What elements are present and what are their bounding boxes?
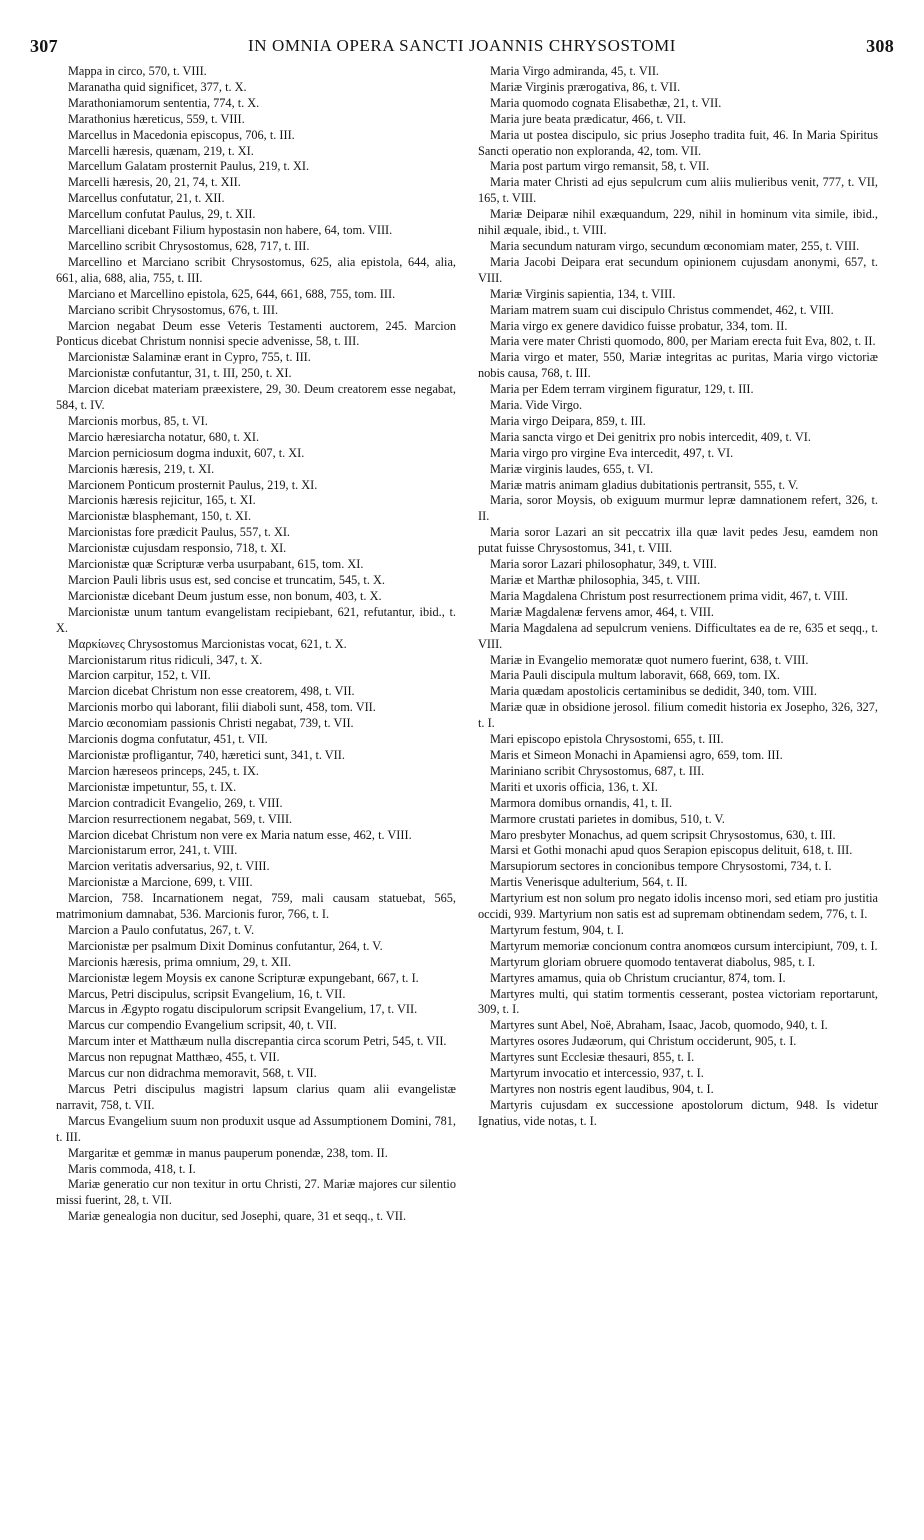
index-entry: Martyrum gloriam obruere quomodo tentaverat diabolus, 985, t. I. bbox=[490, 954, 816, 969]
index-entry: Marcio œconomiam passionis Christi negabat, 739, t. VII. bbox=[68, 716, 354, 731]
index-entry: Martyres sunt Abel, Noë, Abraham, Isaac, Jacob, quomodo, 940, t. I. bbox=[490, 1018, 828, 1033]
index-entry: Marcion dicebat Christum non vere ex Maria natum esse, 462, t. VIII. bbox=[68, 827, 412, 842]
index-column-right bbox=[478, 64, 878, 1534]
index-entry: Maria vere mater Christi quomodo, 800, per Mariam erecta fuit Eva, 802, t. II. bbox=[490, 334, 876, 349]
index-entry: Mariæ et Marthæ philosophia, 345, t. VIII. bbox=[490, 573, 701, 587]
index-entry: Marcion dicebat materiam præexistere, 29, 30. Deum creatorem esse negabat, 584, t. IV. bbox=[56, 382, 456, 413]
index-entry: Maris et Simeon Monachi in Apamiensi agro, 659, tom. III. bbox=[490, 747, 783, 762]
index-entry: Maria jure beata prædicatur, 466, t. VII. bbox=[490, 111, 686, 126]
index-entry: Marcionistarum error, 241, t. VIII. bbox=[68, 843, 238, 858]
index-entry: Marcionis hæresis rejicitur, 165, t. XI. bbox=[68, 493, 256, 508]
index-entry: Mariæ genealogia non ducitur, sed Josephi, quare, 31 et seqq., t. VII. bbox=[68, 1209, 407, 1224]
index-entry: Marcum inter et Matthæum nulla discrepantia circa scorum Petri, 545, t. VII. bbox=[68, 1034, 447, 1049]
index-entry: Marcion contradicit Evangelio, 269, t. VIII. bbox=[68, 795, 283, 810]
index-entry: Martyrum invocatio et intercessio, 937, t. I. bbox=[490, 1066, 704, 1081]
index-entry: Mariæ matris animam gladius dubitationis pertransit, 555, t. V. bbox=[490, 477, 799, 492]
index-entry: Marcionis dogma confutatur, 451, t. VII. bbox=[68, 732, 268, 747]
index-entry: Marcus cur non didrachma memoravit, 568, t. VII. bbox=[68, 1066, 317, 1081]
index-entry: Marcionistarum ritus ridiculi, 347, t. X. bbox=[68, 652, 263, 667]
index-entry: Marcion a Paulo confutatus, 267, t. V. bbox=[68, 922, 255, 937]
index-entry: Maria soror Lazari an sit peccatrix illa quæ lavit pedes Jesu, eamdem non putat fuisse Chrysostomus, 341, t. VIII. bbox=[478, 525, 878, 556]
index-entry: Maria virgo pro virgine Eva intercedit, 497, t. VI. bbox=[490, 445, 734, 460]
index-entry: Mariniano scribit Chrysostomus, 687, t. III. bbox=[490, 763, 705, 778]
index-entry: Mariæ Virginis sapientia, 134, t. VIII. bbox=[490, 286, 676, 301]
index-entry: Maria per Edem terram virginem figuratur, 129, t. III. bbox=[490, 382, 754, 397]
index-entry: Marcion hæreseos princeps, 245, t. IX. bbox=[68, 763, 259, 778]
index-entry: Marcus cur compendio Evangelium scripsit, 40, t. VII. bbox=[68, 1018, 337, 1033]
index-entry: Marcionistæ impetuntur, 55, t. IX. bbox=[68, 779, 237, 794]
index-entry: Marsi et Gothi monachi apud quos Serapion episcopus delituit, 618, t. III. bbox=[490, 843, 853, 858]
index-entry: Maria mater Christi ad ejus sepulcrum cum aliis mulieribus venit, 777, t. VII, 165, t. VIII. bbox=[478, 175, 878, 206]
index-entry: Marciano et Marcellino epistola, 625, 644, 661, 688, 755, tom. III. bbox=[68, 286, 396, 301]
index-entry: Mariæ Deiparæ nihil exæquandum, 229, nihil in hominum vita simile, ibid., nihil æquale, ibid., t. VIII. bbox=[478, 207, 878, 238]
index-entry: Maria Jacobi Deipara erat secundum opinionem cujusdam anonymi, 657, t. VIII. bbox=[478, 254, 878, 285]
index-entry: Marcionistæ unum tantum evangelistam recipiebant, 621, refutantur, ibid., t. X. bbox=[56, 604, 456, 635]
index-entry: Mariæ quæ in obsidione jerosol. filium comedit historia ex Josepho, 326, 327, t. I. bbox=[478, 700, 878, 731]
index-entry: Marcellino scribit Chrysostomus, 628, 717, t. III. bbox=[68, 238, 310, 253]
index-entry: Maria secundum naturam virgo, secundum œconomiam mater, 255, t. VIII. bbox=[490, 238, 860, 253]
index-entry: Marcelli hæresis, quænam, 219, t. XI. bbox=[68, 143, 254, 158]
index-entry: Marcionistæ Salaminæ erant in Cypro, 755, t. III. bbox=[68, 350, 311, 365]
index-entry: Maria Magdalena ad sepulcrum veniens. Difficultates ea de re, 635 et seqq., t. VIII. bbox=[478, 620, 878, 651]
index-entry: Maria sancta virgo et Dei genitrix pro nobis intercedit, 409, t. VI. bbox=[490, 429, 811, 444]
index-entry: Mariæ virginis laudes, 655, t. VI. bbox=[490, 461, 654, 476]
index-entry: Martyres multi, qui statim tormentis cesserant, postea victoriam reportarunt, 309, t. I. bbox=[478, 986, 878, 1017]
index-entry: Mariæ Virginis prærogativa, 86, t. VII. bbox=[490, 79, 681, 94]
index-entry: Mariam matrem suam cui discipulo Christus commendet, 462, t. VIII. bbox=[490, 302, 834, 317]
page-number-left: 307 bbox=[30, 36, 58, 56]
index-entry: Martyres non nostris egent laudibus, 904, t. I. bbox=[490, 1082, 714, 1096]
index-entry: Mariæ generatio cur non texitur in ortu Christi, 27. Mariæ majores cur silentio missi fuerint, 28, t. VII. bbox=[56, 1177, 456, 1208]
index-entry: Maria virgo ex genere davidico fuisse probatur, 334, tom. II. bbox=[490, 318, 788, 333]
index-entry: Marcionistæ confutantur, 31, t. III, 250, t. XI. bbox=[68, 366, 292, 381]
index-entry: Maria, soror Moysis, ob exiguum murmur lepræ damnationem refert, 326, t. II. bbox=[478, 493, 878, 524]
index-entry: Mari episcopo epistola Chrysostomi, 655, t. III. bbox=[490, 732, 724, 747]
page-number-right: 308 bbox=[866, 36, 894, 56]
index-entry: Martyrum memoriæ concionum contra anomœos cursum intercipiunt, 709, t. I. bbox=[490, 938, 878, 953]
index-entry: Margaritæ et gemmæ in manus pauperum ponendæ, 238, tom. II. bbox=[68, 1145, 388, 1160]
index-entry: Marcellum Galatam prosternit Paulus, 219, t. XI. bbox=[68, 159, 310, 174]
index-entry: Marcelli hæresis, 20, 21, 74, t. XII. bbox=[68, 175, 241, 190]
index-entry: Marcionis morbus, 85, t. VI. bbox=[68, 413, 208, 428]
index-entry: Marathonius hæreticus, 559, t. VIII. bbox=[68, 111, 245, 126]
index-entry: Mariti et uxoris officia, 136, t. XI. bbox=[490, 779, 658, 794]
index-entry: Marcionistæ per psalmum Dixit Dominus confutantur, 264, t. V. bbox=[68, 938, 383, 953]
index-entry: Marcionem Ponticum prosternit Paulus, 219, t. XI. bbox=[68, 477, 318, 492]
index-entry: Marcion, 758. Incarnationem negat, 759, mali causam statuebat, 565, matrimonium damnabat, 536. Marcionis furor, 766, t. I. bbox=[56, 891, 456, 922]
index-entry: Marcionis hæresis, prima omnium, 29, t. XII. bbox=[68, 954, 292, 969]
index-entry: Mariæ Magdalenæ fervens amor, 464, t. VIII. bbox=[490, 604, 714, 619]
index-entry: Maria Magdalena Christum post resurrectionem prima vidit, 467, t. VIII. bbox=[490, 588, 849, 603]
index-entry: Maris commoda, 418, t. I. bbox=[68, 1161, 196, 1176]
index-entry: Marcionistæ a Marcione, 699, t. VIII. bbox=[68, 875, 253, 890]
index-entry: Marcion veritatis adversarius, 92, t. VIII. bbox=[68, 859, 270, 874]
index-entry: Marcelliani dicebant Filium hypostasin non habere, 64, tom. VIII. bbox=[68, 223, 393, 238]
page-header bbox=[30, 36, 894, 60]
index-entry: Marcionistæ dicebant Deum justum esse, non bonum, 403, t. X. bbox=[68, 588, 382, 603]
index-entry: Marcus in Ægypto rogatu discipulorum scripsit Evangelium, 17, t. VII. bbox=[68, 1002, 418, 1017]
index-entry: Maria quædam apostolicis certaminibus se dedidit, 340, tom. VIII. bbox=[490, 684, 817, 699]
index-entry: Maria soror Lazari philosophatur, 349, t. VIII. bbox=[490, 557, 717, 572]
index-entry: Maria Pauli discipula multum laboravit, 668, 669, tom. IX. bbox=[490, 668, 780, 683]
index-entry: Martis Venerisque adulterium, 564, t. II. bbox=[490, 875, 688, 890]
running-title: IN OMNIA OPERA SANCTI JOANNIS CHRYSOSTOMI bbox=[247, 36, 677, 55]
index-entry: Maranatha quid significet, 377, t. X. bbox=[68, 79, 247, 94]
index-entry: Marcion perniciosum dogma induxit, 607, t. XI. bbox=[68, 445, 305, 460]
index-entry: Maro presbyter Monachus, ad quem scripsit Chrysostomus, 630, t. III. bbox=[490, 827, 836, 842]
index-entry: Mariæ in Evangelio memoratæ quot numero fuerint, 638, t. VIII. bbox=[490, 652, 809, 667]
index-entry: Marcus Petri discipulus magistri lapsum clarius quam alii evangelistæ narravit, 758, t. VII. bbox=[56, 1082, 456, 1112]
index-column-left bbox=[56, 64, 456, 1534]
index-entry: Marcio hæresiarcha notatur, 680, t. XI. bbox=[68, 429, 260, 444]
index-entry: Marcionistæ legem Moysis ex canone Scripturæ expungebant, 667, t. I. bbox=[68, 970, 419, 985]
index-entry: Maria virgo Deipara, 859, t. III. bbox=[490, 413, 646, 428]
index-entry: Maria virgo et mater, 550, Mariæ integritas ac puritas, Maria virgo victoriæ nobis causa, 768, t. III. bbox=[478, 350, 878, 381]
index-entry: Maria post partum virgo remansit, 58, t. VII. bbox=[490, 159, 710, 174]
index-entry: Martyres amamus, quia ob Christum cruciantur, 874, tom. I. bbox=[490, 970, 786, 985]
index-entry: Marmore crustati parietes in domibus, 510, t. V. bbox=[490, 811, 725, 826]
index-entry: Marcus non repugnat Matthæo, 455, t. VII. bbox=[68, 1050, 280, 1065]
index-entry: Μαρκίωνες Chrysostomus Marcionistas vocat, 621, t. X. bbox=[68, 636, 347, 651]
index-entry: Marcellus confutatur, 21, t. XII. bbox=[68, 191, 225, 206]
index-entry: Marcellus in Macedonia episcopus, 706, t. III. bbox=[68, 127, 295, 142]
index-entry: Marcellum confutat Paulus, 29, t. XII. bbox=[68, 207, 256, 222]
index-entry: Marcionistæ blasphemant, 150, t. XI. bbox=[68, 509, 252, 524]
index-entry: Marcionistas fore prædicit Paulus, 557, t. XI. bbox=[68, 525, 290, 540]
index-entry: Marsupiorum sectores in concionibus tempore Chrysostomi, 734, t. I. bbox=[490, 859, 832, 874]
index-entry: Maria quomodo cognata Elisabethæ, 21, t. VII. bbox=[490, 95, 722, 110]
index-entry: Mappa in circo, 570, t. VIII. bbox=[68, 64, 207, 78]
index-entry: Martyres osores Judæorum, qui Christum occiderunt, 905, t. I. bbox=[490, 1034, 797, 1049]
index-entry: Martyres sunt Ecclesiæ thesauri, 855, t. I. bbox=[490, 1050, 695, 1065]
index-entry: Maria. Vide Virgo. bbox=[490, 398, 583, 413]
index-entry: Marathoniamorum sententia, 774, t. X. bbox=[68, 95, 260, 110]
index-entry: Marcus, Petri discipulus, scripsit Evangelium, 16, t. VII. bbox=[68, 986, 346, 1001]
index-entry: Marcionistæ profligantur, 740, hæretici sunt, 341, t. VII. bbox=[68, 747, 345, 762]
index-entry: Martyrum festum, 904, t. I. bbox=[490, 922, 624, 937]
index-entry: Marcion negabat Deum esse Veteris Testamenti auctorem, 245. Marcion Ponticus dicebat Christum nonnisi specie advenisse, 58, t. III. bbox=[56, 318, 456, 349]
index-entry: Marcion carpitur, 152, t. VII. bbox=[68, 668, 211, 683]
index-entry: Marcellino et Marciano scribit Chrysostomus, 625, alia epistola, 644, alia, 661, alia, 688, alia, 755, t. III. bbox=[56, 254, 456, 285]
index-entry: Maria Virgo admiranda, 45, t. VII. bbox=[490, 64, 659, 78]
index-entry: Marcionis morbo qui laborant, filii diaboli sunt, 458, tom. VII. bbox=[68, 700, 376, 715]
index-entry: Marcionistæ cujusdam responsio, 718, t. XI. bbox=[68, 541, 287, 556]
index-entry: Martyrium est non solum pro negato idolis incenso mori, sed etiam pro justitia occidi, 939. Martyrium non satis est ad supremam obtinendam sedem, 776, t. I. bbox=[478, 891, 878, 922]
index-entry: Marcion resurrectionem negabat, 569, t. VIII. bbox=[68, 811, 293, 826]
index-entry: Maria ut postea discipulo, sic prius Josepho tradita fuit, 46. In Maria Spiritus Sancti operatio non exploranda, 42, tom. VII. bbox=[478, 127, 878, 158]
index-entry: Marcion dicebat Christum non esse creatorem, 498, t. VII. bbox=[68, 684, 355, 699]
index-entry: Marcionistæ quæ Scripturæ verba usurpabant, 615, tom. XI. bbox=[68, 557, 364, 572]
index-entry: Marcion Pauli libris usus est, sed concise et truncatim, 545, t. X. bbox=[68, 573, 385, 587]
index-entry: Marmora domibus ornandis, 41, t. II. bbox=[490, 795, 673, 810]
index-entry: Marcionis hæresis, 219, t. XI. bbox=[68, 461, 215, 476]
index-entry: Marciano scribit Chrysostomus, 676, t. III. bbox=[68, 302, 279, 317]
index-entry: Martyris cujusdam ex successione apostolorum dictum, 948. Is videtur Ignatius, vide notas, t. I. bbox=[478, 1097, 878, 1128]
index-entry: Marcus Evangelium suum non produxit usque ad Assumptionem Domini, 781, t. III. bbox=[56, 1113, 456, 1144]
